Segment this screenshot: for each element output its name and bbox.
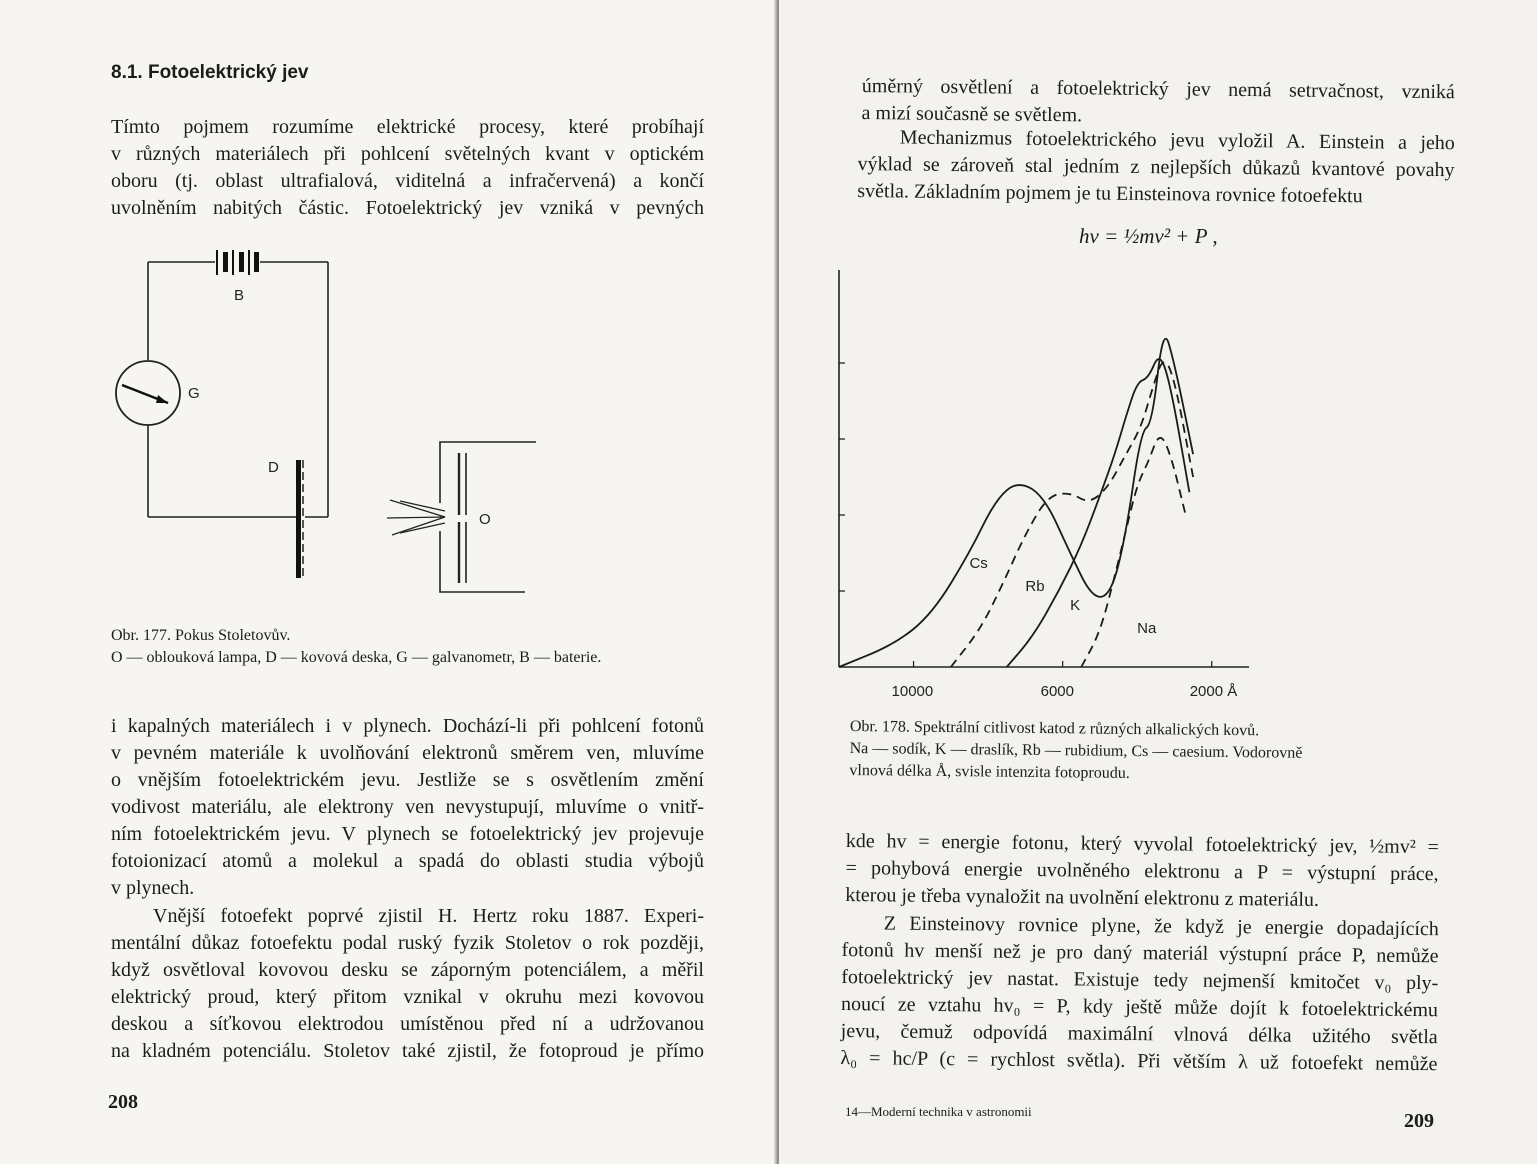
series-line-cs [839, 339, 1193, 667]
text-line: oboru (tj. oblast ultrafialová, viditelná a infračervená) a končí [111, 170, 704, 192]
metal-plate [296, 460, 303, 578]
text-line: jevu, čemuž odpovídá maximální vlnová délka užitého světla [840, 1019, 1438, 1049]
einstein-paragraph [857, 124, 1455, 211]
stoletov-diagram [100, 235, 550, 605]
chapter-footer: 14—Moderní technika v astronomii [845, 1104, 1032, 1119]
text-line: a mizí současně se světlem. [861, 101, 1083, 127]
text-line: uvolněním nabitých částic. Fotoelektrický jev vzniká v pevných [111, 197, 704, 219]
caption-line: Obr. 178. Spektrální citlivost katod z různých alkalických kovů. [849, 717, 1260, 740]
spectral-sensitivity-chart [829, 262, 1289, 712]
text-line: Tímto pojmem rozumíme elektrické procesy, které probíhají [111, 116, 704, 138]
text-line: mentální důkaz fotoefektu podal ruský fyzik Stoletov o rok později, [111, 932, 704, 954]
text-line: v pevném materiále k uvolňování elektronů směrem ven, mluvíme [111, 742, 704, 764]
caption-line: Na — sodík, K — draslík, Rb — rubidium, Cs — caesium. Vodorovně [849, 739, 1303, 762]
text-line: o vnějším fotoelektrickém jevu. Jestliže se s osvětlením změní [111, 769, 704, 791]
text-line: na kladném potenciálu. Stoletov také zjistil, že fotoproud je přímo [111, 1040, 704, 1062]
right-page [779, 0, 1537, 1164]
text-line: kterou je třeba vynaložit na uvolnění elektronu z materiálu. [845, 883, 1320, 911]
text-line: Vnější fotoefekt poprvé zjistil H. Hertz roku 1887. Experi- [153, 905, 704, 927]
text-line: kde hv = energie fotonu, který vyvolal fotoelektrický jev, ½mv² = [845, 829, 1439, 859]
caption-line: O — oblouková lampa, D — kovová deska, G — galvanometr, B — baterie. [111, 649, 602, 666]
figure-177-caption [111, 625, 601, 669]
text-line: = pohybová energie uvolněného elektronu a P = výstupní práce, [845, 856, 1439, 886]
series-line-k [1007, 359, 1190, 667]
text-line: když osvětloval kovovou desku se záporným potenciálem, a měřil [111, 959, 704, 981]
text-line: v plynech. [111, 877, 195, 899]
text-line: Z Einsteinovy rovnice plyne, že když je energie dopadajících [883, 912, 1439, 941]
text-line: deskou a síťkovou elektrodou umístěnou před ní a udržovanou [111, 1013, 704, 1035]
text-line: i kapalných materiálech i v plynech. Dochází-li při pohlcení fotonů [111, 715, 704, 737]
text-line: fotoionizací atomů a molekul a spadá do oblasti studia výbojů [111, 850, 704, 872]
x-tick-label: 6000 [1040, 683, 1075, 700]
definitions-paragraph [845, 828, 1439, 915]
caption-line: Obr. 177. Pokus Stoletovův. [111, 627, 291, 644]
plate-label: D [268, 459, 279, 476]
text-line: fotonů hv menší než je pro daný materiál výstupní práce P, nemůže [841, 938, 1439, 968]
text-line: Mechanizmus fotoelektrického jevu vyložil A. Einstein a jeho [899, 126, 1455, 155]
text-line: v různých materiálech při pohlcení světelných kvant v optickém [111, 143, 704, 165]
galvanometer-symbol [116, 361, 180, 425]
section-heading: 8.1. Fotoelektrický jev [111, 62, 309, 83]
series-label-cs: Cs [969, 555, 988, 573]
page-number: 209 [1404, 1110, 1434, 1132]
einstein-equation: hv = ½mv² + P , [1079, 224, 1218, 248]
lamp-label: O [479, 511, 491, 528]
page-number: 208 [108, 1091, 138, 1113]
light-rays [387, 500, 445, 535]
text-line: vodivost materiálu, ale elektrony ven nevystupují, mluvíme o vnitř- [111, 796, 704, 818]
text-line: elektrický proud, který přitom vznikal v okruhu mezi kovovou [111, 986, 704, 1008]
intro-paragraph [111, 114, 704, 222]
series-line-na [1081, 438, 1185, 667]
x-tick-label: 10000 [891, 683, 934, 700]
galvanometer-label: G [188, 385, 200, 402]
text-line: světla. Základním pojmem je tu Einsteinova rovnice fotoefektu [857, 179, 1363, 208]
text-line: výklad se zároveň stal jedním z nejlepších důkazů kvantové povahy [857, 152, 1455, 182]
body-paragraph-1 [111, 713, 704, 902]
text-line: fotoelektrický jev nastat. Existuje tedy nejmenší kmitočet v₀ ply- [841, 965, 1439, 995]
series-line-rb [951, 362, 1193, 667]
battery-symbol [217, 250, 259, 275]
body-paragraph-2 [111, 903, 704, 1065]
series-label-rb: Rb [1025, 578, 1045, 595]
series-label-na: Na [1137, 619, 1157, 637]
figure-178-caption [849, 716, 1302, 787]
threshold-paragraph [840, 910, 1439, 1078]
battery-label: B [234, 287, 245, 304]
series-label-k: K [1070, 597, 1081, 614]
text-line: úměrný osvětlení a fotoelektrický jev nemá setrvačnost, vzniká [861, 74, 1455, 104]
text-line: noucí ze vztahu hv₀ = P, kdy ještě může dojít k fotoelektrickému [840, 992, 1439, 1022]
text-line: λ₀ = hc/P (c = rychlost světla). Při větším λ už fotoefekt nemůže [840, 1046, 1438, 1076]
caption-line: vlnová délka Å, svisle intenzita fotoproudu. [849, 761, 1130, 782]
text-line: ním fotoelektrickém jevu. V plynech se fotoelektrický jev projevuje [111, 823, 704, 845]
x-tick-label: 2000 Å [1189, 683, 1238, 700]
